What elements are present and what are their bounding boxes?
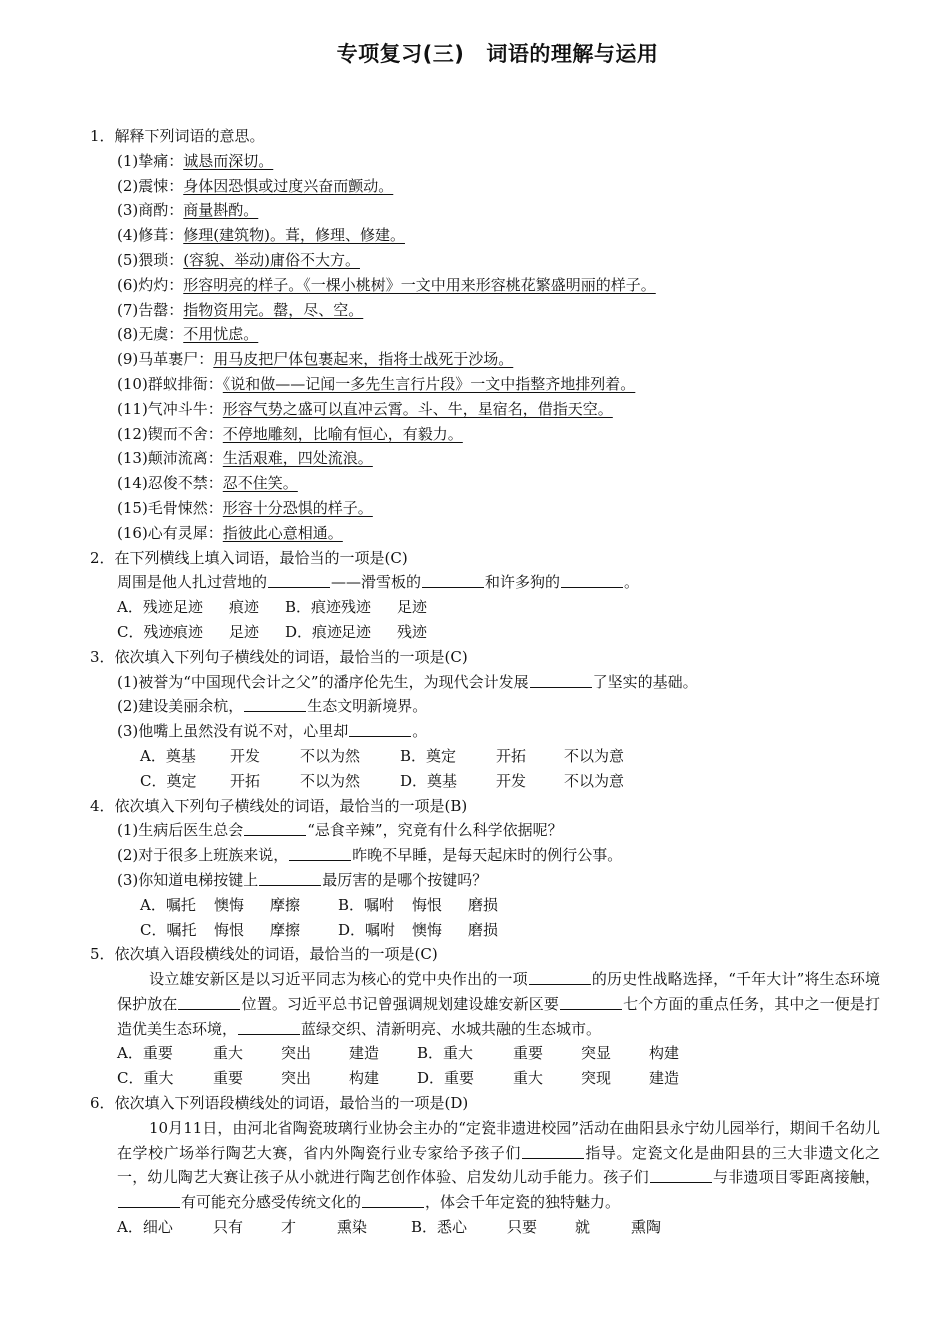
q1-answer: 指物资用完。罄，尽、空。 [183,300,364,319]
q1-term: (10)群蚁排衙： [117,374,223,393]
q4-sentence-2: (2)对于很多上班族来说， 昨晚不早睡，是每天起床时的例行公事。 [117,846,623,865]
option-b: B．重大 [417,1044,474,1063]
option-a: A．残迹 [117,598,173,617]
q2-stem: 2．在下列横线上填入词语，最恰当的一项是(C) [90,548,408,567]
q6-passage: 10月11日，由河北省陶瓷玻璃行业协会主办的“定瓷非遗进校园”活动在曲阳县永宁幼儿园举行，期间千名幼儿在学校广场举行陶艺大赛，省内外陶瓷行业专家给予孩子们 指导。定瓷文化是曲阳县的三大非遗文化之一，幼儿陶艺大赛让孩子从小就进行陶艺创作体验、启发幼儿动手能力。孩子们 与非遗项目零距离接触，有可能充分感受传统文化的 ，体会千年定瓷的独特魅力。 [117,1118,880,1212]
blank [422,586,484,588]
option-b: B．痕迹 [285,598,342,617]
blank [244,834,306,836]
blank [530,686,592,688]
q1-term: (13)颠沛流离： [117,449,223,468]
q6-stem: 6．依次填入下列语段横线处的词语，最恰当的一项是(D) [90,1094,469,1113]
q1-item [90,471,880,496]
q1-answer: 忍不住笑。 [222,474,298,493]
option-d: D．痕迹 [285,622,343,641]
q1-term: (8)无虞： [117,325,184,344]
q1-term: (9)马革裹尸： [117,350,214,369]
q1-answer: 《说和做——记闻一多先生言行片段》一文中指整齐地排列着。 [222,374,636,393]
blank [561,586,623,588]
q1-answer: 不用忧虑。 [183,325,259,344]
q4-sentence-1: (1)生病后医生总会 “忌食辛辣”，究竟有什么科学依据呢？ [117,821,563,840]
option-c: C．奠定 [140,771,197,790]
q1-term: (15)毛骨悚然： [117,498,223,517]
title-part2: 词语的理解与运用 [486,42,659,66]
q1-term: (3)商酌： [117,201,184,220]
blank [259,884,321,886]
blank [238,1033,300,1035]
option-b: B．嘱咐 [338,895,395,914]
q1-answer: 形容气势之盛可以直冲云霄。斗、牛，星宿名，借指天空。 [222,399,613,418]
q1-stem: 1．解释下列词语的意思。 [90,127,265,145]
q1-answer: 商量斟酌。 [183,201,259,220]
q4-options-cd: C．嘱托 悔恨 摩擦 D．嘱咐 懊悔 磨损 [90,918,880,943]
q1-answer: 指彼此心意相通。 [222,523,343,542]
q1-item [90,149,880,174]
blank [178,1008,240,1010]
blank [650,1181,712,1183]
blank [289,859,351,861]
q2-sentence: 周围是他人扎过营地的 ——滑雪板的 和许多狗的 。 [117,573,640,592]
q3-stem: 3．依次填入下列句子横线处的词语，最恰当的一项是(C) [90,647,468,666]
q1-items [90,149,880,546]
q1-item [90,496,880,521]
option-d: D．嘱咐 [338,920,396,939]
q3-sentence-1: (1)被誉为“中国现代会计之父”的潘序伦先生，为现代会计发展 了坚实的基础。 [117,672,698,691]
q1-answer: 修理(建筑物)。葺，修理、修建。 [183,226,405,245]
q1-term: (12)锲而不舍： [117,424,223,443]
q3-options-ab: A．奠基 开发 不以为然 B．奠定 开拓 不以为意 [90,744,880,769]
q1-item [90,174,880,199]
q3-sentence-2: (2)建设美丽余杭， 生态文明新境界。 [117,697,428,716]
q1-term: (11)气冲斗牛： [117,399,223,418]
q1-answer: 不停地雕刻，比喻有恒心，有毅力。 [222,424,463,443]
q1-term: (6)灼灼： [117,275,184,294]
option-c: C．嘱托 [140,920,197,939]
option-a: A．奠基 [140,746,196,765]
blank [522,1157,584,1159]
option-a: A．细心 [117,1218,173,1237]
q1-item [90,223,880,248]
q1-answer: 形容十分恐惧的样子。 [222,498,373,517]
option-d: D．重要 [417,1069,475,1088]
page-title [0,38,950,68]
q2-options-cd: C．残迹痕迹 足迹 D．痕迹足迹 残迹 [90,620,880,645]
blank [268,586,330,588]
q2-options-ab: A．残迹足迹 痕迹 B．痕迹残迹 足迹 [90,595,880,620]
q1-item [90,372,880,397]
q3-options-cd: C．奠定 开拓 不以为然 D．奠基 开发 不以为意 [90,769,880,794]
q1-answer: 形容明亮的样子。《一棵小桃树》一文中用来形容桃花繁盛明丽的样子。 [183,275,656,294]
q1-term: (7)告罄： [117,300,184,319]
q1-item [90,446,880,471]
title-part1: 专项复习(三) [336,42,465,66]
option-d: D．奠基 [400,771,458,790]
q5-stem: 5．依次填入语段横线处的词语，最恰当的一项是(C) [90,945,438,964]
q1-item [90,198,880,223]
q1-item [90,422,880,447]
option-c: C．重大 [117,1069,174,1088]
q4-sentence-3: (3)你知道电梯按键上 最厉害的是哪个按键吗？ [117,870,488,889]
q1-item [90,521,880,546]
blank [349,735,411,737]
q1-answer: 身体因恐惧或过度兴奋而颤动。 [183,176,394,195]
blank [560,1008,622,1010]
q4-stem: 4．依次填入下列句子横线处的词语，最恰当的一项是(B) [90,796,468,815]
option-c: C．残迹 [117,622,174,641]
q1-term: (16)心有灵犀： [117,523,223,542]
q1-answer: (容貌、举动)庸俗不大方。 [183,250,360,269]
q1-term: (4)修葺： [117,226,184,245]
q6-options-ab: A．细心 只有 才 熏染 B．悉心 只要 就 熏陶 [90,1215,880,1240]
option-b: B．奠定 [400,746,457,765]
worksheet-content [90,124,880,1240]
q1-item [90,273,880,298]
option-a: A．嘱托 [140,895,196,914]
q1-term: (14)忍俊不禁： [117,474,223,493]
option-a: A．重要 [117,1044,173,1063]
q1-answer: 诚恳而深切。 [183,151,274,170]
q1-item [90,298,880,323]
q5-passage: 设立雄安新区是以习近平同志为核心的党中央作出的一项 的历史性战略选择，“千年大计”将生态环境保护放在 位置。习近平总书记曾强调规划建设雄安新区要 七个方面的重点任务，其中之一便是打造优美生态环境， 蓝绿交织、清新明亮、水城共融的生态城市。 [117,970,880,1038]
blank [118,1206,180,1208]
q1-item [90,248,880,273]
q5-options-cd: C．重大 重要 突出 构建 D．重要 重大 突现 建造 [90,1066,880,1091]
q1-answer: 用马皮把尸体包裹起来，指将士战死于沙场。 [213,350,514,369]
option-b: B．悉心 [411,1218,468,1237]
q1-item [90,322,880,347]
q4-options-ab: A．嘱托 懊悔 摩擦 B．嘱咐 悔恨 磨损 [90,893,880,918]
blank [529,983,591,985]
q1-answer: 生活艰难，四处流浪。 [222,449,373,468]
q1-term: (1)挚痛： [117,151,184,170]
q1-term: (2)震悚： [117,176,184,195]
q1-term: (5)猥琐： [117,250,184,269]
q5-options-ab: A．重要 重大 突出 建造 B．重大 重要 突显 构建 [90,1041,880,1066]
q3-sentence-3: (3)他嘴上虽然没有说不对，心里却 。 [117,722,428,741]
blank [244,710,306,712]
blank [362,1206,424,1208]
q1-item [90,397,880,422]
q1-item [90,347,880,372]
